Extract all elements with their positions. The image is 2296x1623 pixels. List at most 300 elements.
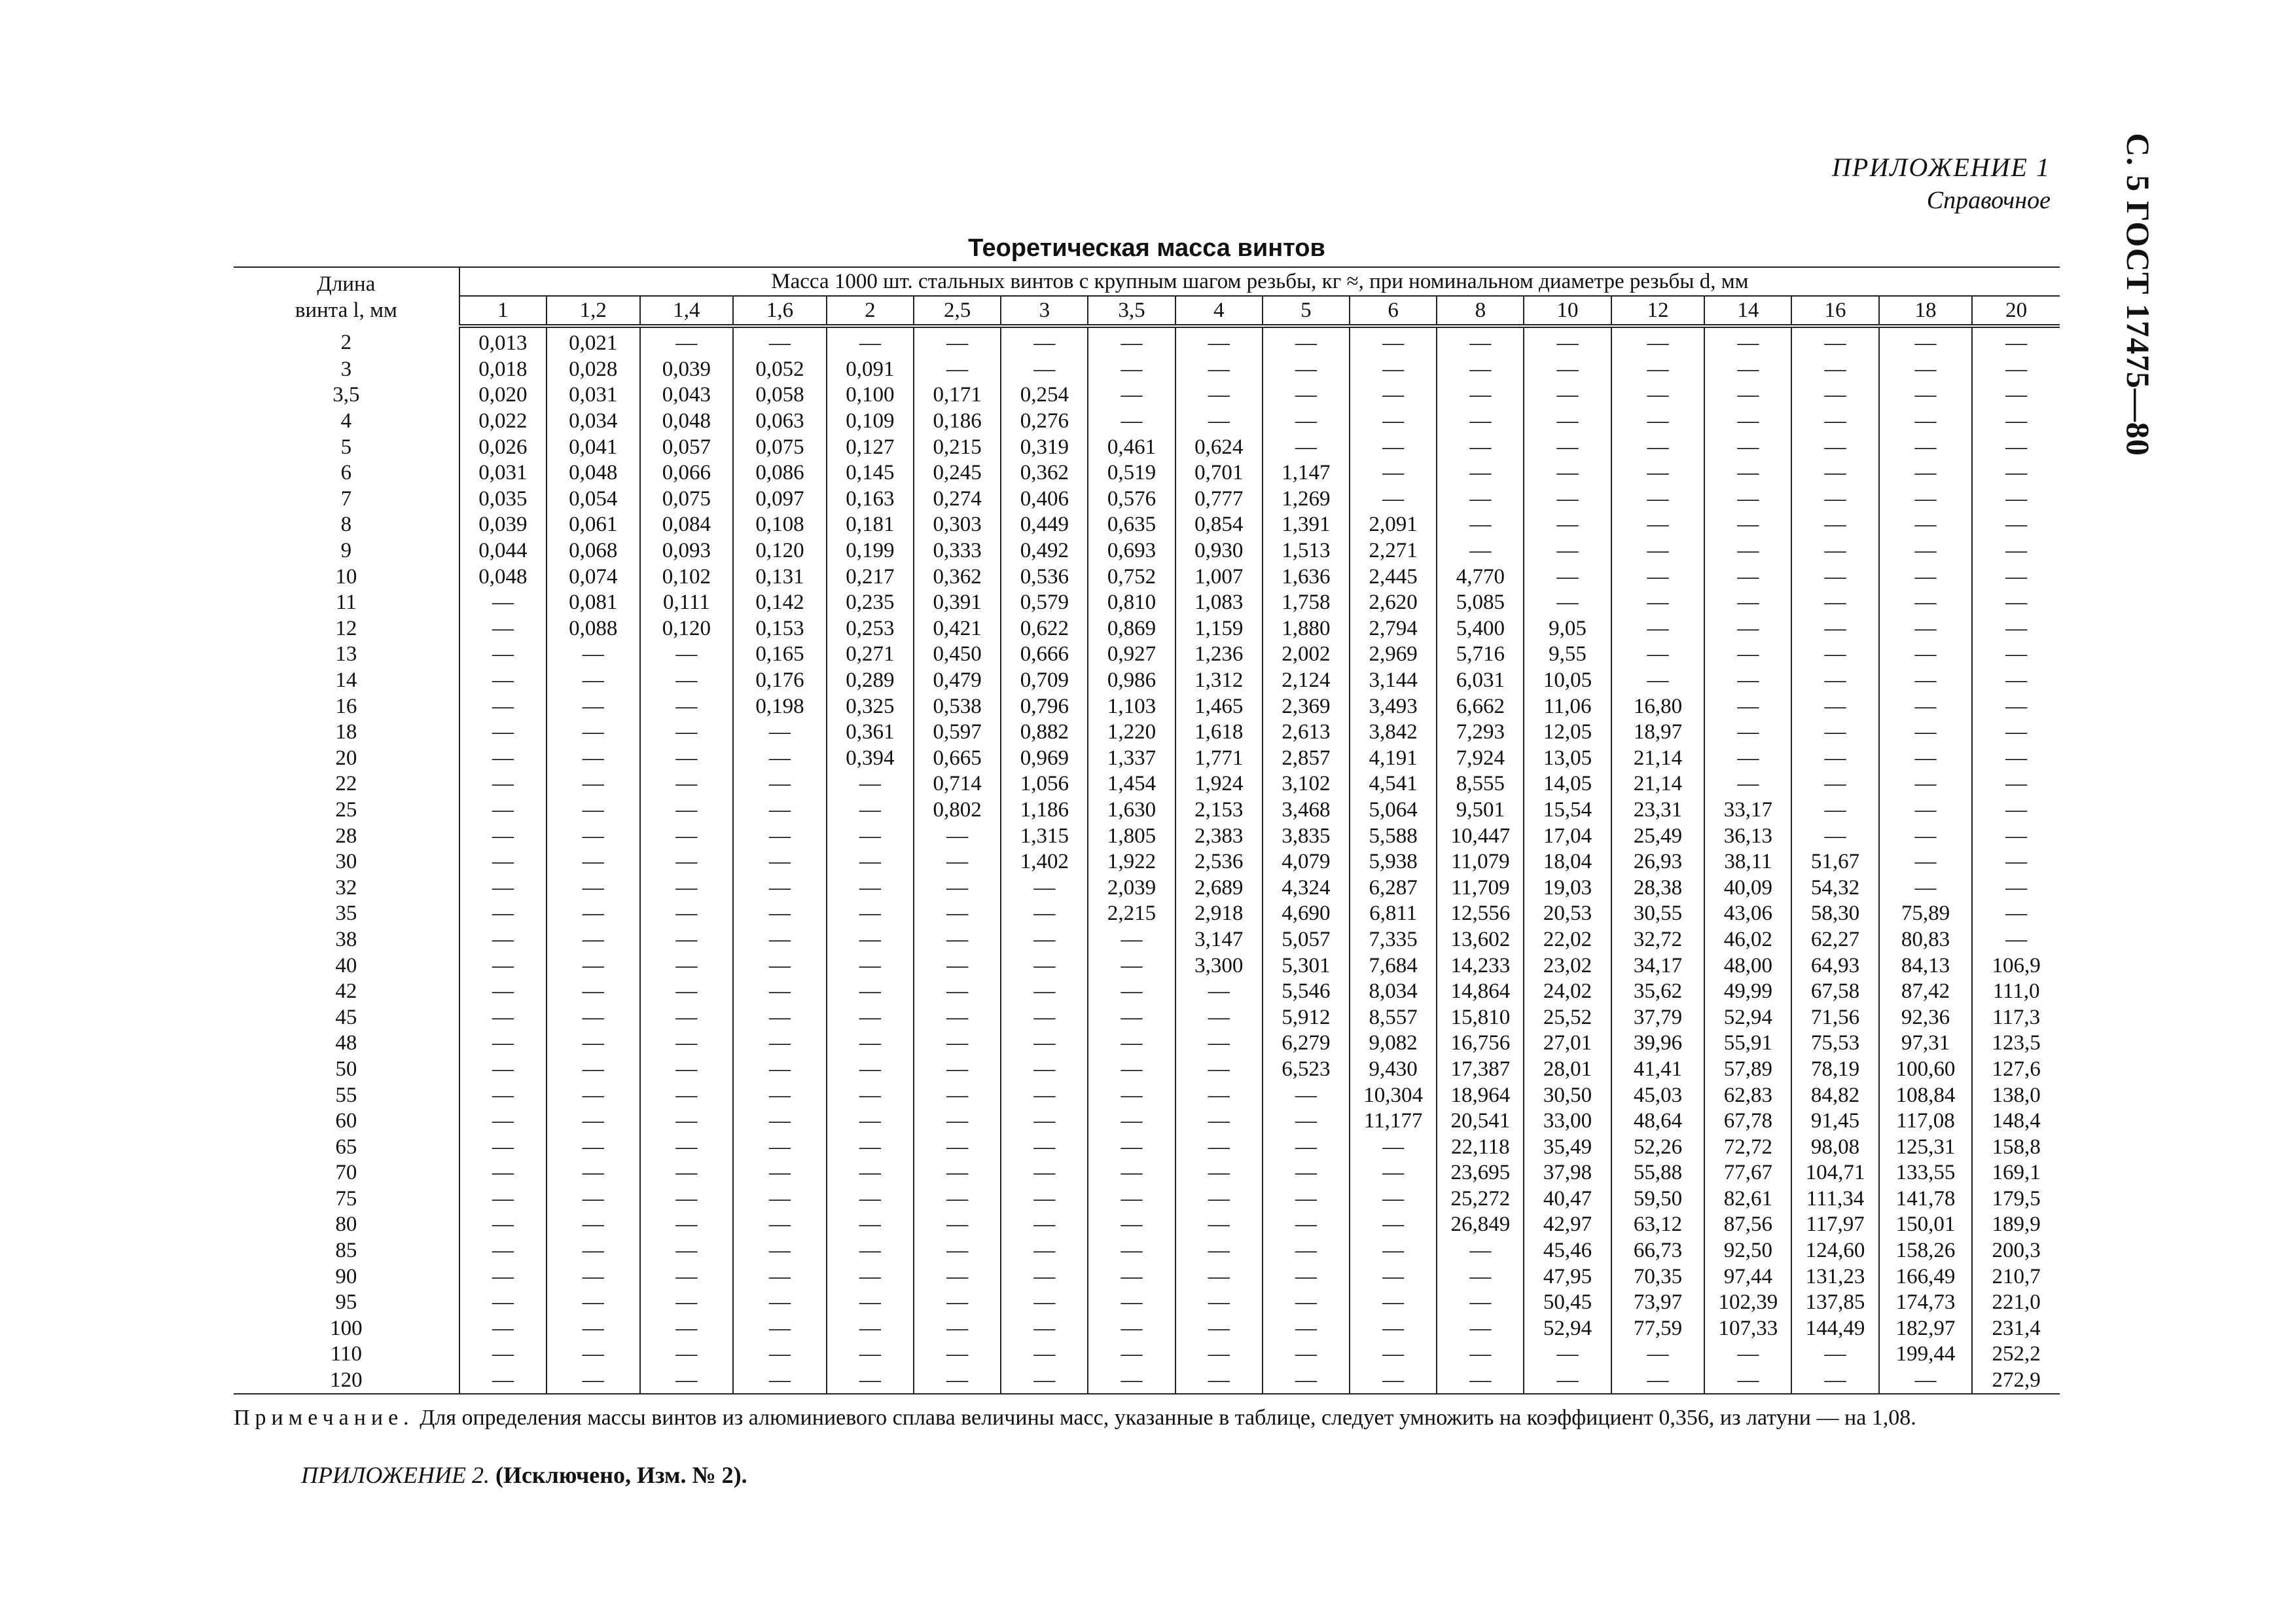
mass-cell: —: [1088, 409, 1175, 435]
mass-cell: 77,67: [1704, 1160, 1791, 1186]
annex-subtitle: Справочное: [1926, 187, 2051, 214]
table-row: [234, 1030, 2060, 1057]
mass-cell: 98,08: [1791, 1134, 1878, 1160]
mass-cell: 150,01: [1879, 1212, 1973, 1238]
mass-cell: —: [1524, 564, 1611, 590]
mass-cell: —: [1001, 1057, 1088, 1083]
mass-cell: —: [1088, 1057, 1175, 1083]
mass-cell: 0,048: [640, 409, 734, 435]
mass-cell: —: [640, 1057, 734, 1083]
mass-cell: —: [1972, 746, 2060, 772]
mass-cell: —: [1524, 434, 1611, 460]
mass-cell: 0,034: [547, 409, 640, 435]
mass-cell: 0,081: [547, 590, 640, 616]
mass-cell: 0,665: [914, 746, 1001, 772]
mass-cell: 18,97: [1611, 720, 1705, 746]
mass-cell: 0,752: [1088, 564, 1175, 590]
mass-cell: 67,58: [1791, 979, 1878, 1005]
mass-cell: 16,80: [1611, 693, 1705, 720]
mass-cell: —: [733, 1108, 827, 1135]
table-row: [234, 979, 2060, 1005]
mass-cell: 3,493: [1350, 693, 1437, 720]
mass-cell: 123,5: [1972, 1030, 2060, 1057]
screw-length-cell: 90: [335, 1264, 357, 1288]
mass-cell: 2,620: [1350, 590, 1437, 616]
mass-cell: —: [827, 1316, 914, 1342]
screw-length-cell: 10: [335, 564, 357, 589]
mass-cell: 77,59: [1611, 1316, 1705, 1342]
mass-cell: 2,124: [1263, 668, 1350, 694]
mass-cell: —: [733, 1341, 827, 1368]
mass-cell: 106,9: [1972, 953, 2060, 979]
mass-cell: 0,576: [1088, 486, 1175, 513]
mass-cell: 9,55: [1524, 642, 1611, 668]
mass-cell: —: [459, 1212, 547, 1238]
mass-cell: 0,536: [1001, 564, 1088, 590]
mass-cell: —: [914, 1004, 1001, 1030]
mass-cell: —: [640, 1030, 734, 1057]
mass-cell: —: [827, 1186, 914, 1213]
mass-cell: 1,636: [1263, 564, 1350, 590]
mass-cell: 0,026: [459, 434, 547, 460]
screw-length-cell: 18: [335, 720, 357, 744]
mass-cell: 0,013: [459, 326, 547, 357]
mass-cell: 0,810: [1088, 590, 1175, 616]
mass-cell: —: [914, 1057, 1001, 1083]
screw-length-cell: 65: [335, 1135, 357, 1159]
mass-cell: —: [1879, 512, 1973, 538]
mass-cell: —: [1088, 1341, 1175, 1368]
mass-cell: —: [1263, 1108, 1350, 1135]
mass-cell: 137,85: [1791, 1290, 1878, 1316]
mass-cell: —: [827, 979, 914, 1005]
mass-cell: —: [547, 720, 640, 746]
mass-cell: —: [1791, 357, 1878, 383]
mass-cell: —: [459, 1341, 547, 1368]
table-note: [234, 1404, 2053, 1432]
screw-length-cell: 25: [335, 797, 357, 822]
mass-cell: —: [459, 1030, 547, 1057]
mass-cell: —: [1704, 538, 1791, 564]
mass-cell: 0,021: [547, 326, 640, 357]
mass-cell: 62,27: [1791, 927, 1878, 953]
mass-cell: —: [1791, 797, 1878, 824]
mass-cell: 32,72: [1611, 927, 1705, 953]
mass-cell: 0,709: [1001, 668, 1088, 694]
mass-cell: —: [1972, 409, 2060, 435]
mass-cell: —: [733, 901, 827, 927]
mass-cell: —: [1611, 434, 1705, 460]
diameter-header: 5: [1263, 296, 1350, 326]
mass-cell: 131,23: [1791, 1264, 1878, 1290]
mass-cell: —: [547, 1134, 640, 1160]
mass-cell: —: [1437, 409, 1524, 435]
screw-length-cell: 35: [335, 902, 357, 926]
mass-cell: 92,50: [1704, 1238, 1791, 1264]
mass-cell: —: [1350, 1160, 1437, 1186]
mass-cell: 1,454: [1088, 771, 1175, 797]
mass-cell: 182,97: [1879, 1316, 1973, 1342]
mass-cell: —: [547, 746, 640, 772]
mass-cell: —: [1791, 668, 1878, 694]
mass-cell: —: [733, 1316, 827, 1342]
mass-cell: —: [547, 1030, 640, 1057]
mass-cell: 7,335: [1350, 927, 1437, 953]
mass-cell: —: [1524, 326, 1611, 357]
mass-cell: —: [1350, 1341, 1437, 1368]
mass-cell: —: [827, 1057, 914, 1083]
mass-cell: —: [1437, 1290, 1524, 1316]
mass-cell: 75,53: [1791, 1030, 1878, 1057]
screw-length-cell: 120: [234, 1368, 459, 1395]
mass-cell: —: [914, 1368, 1001, 1395]
mass-cell: —: [1088, 1316, 1175, 1342]
mass-cell: 0,969: [1001, 746, 1088, 772]
mass-cell: —: [1350, 357, 1437, 383]
mass-cell: 5,716: [1437, 642, 1524, 668]
mass-cell: 111,34: [1791, 1186, 1878, 1213]
mass-cell: —: [1791, 460, 1878, 486]
mass-cell: 127,6: [1972, 1057, 2060, 1083]
mass-cell: —: [1791, 616, 1878, 642]
mass-cell: 3,300: [1175, 953, 1263, 979]
mass-cell: —: [1263, 1341, 1350, 1368]
mass-cell: 21,14: [1611, 771, 1705, 797]
table-row: [234, 1108, 2060, 1135]
table-row: [234, 1212, 2060, 1238]
mass-cell: —: [1001, 357, 1088, 383]
mass-cell: 2,002: [1263, 642, 1350, 668]
mass-cell: —: [1611, 512, 1705, 538]
mass-cell: —: [733, 1082, 827, 1108]
mass-cell: —: [1972, 326, 2060, 357]
mass-cell: 0,449: [1001, 512, 1088, 538]
mass-cell: —: [459, 953, 547, 979]
mass-cell: 0,882: [1001, 720, 1088, 746]
mass-cell: —: [547, 668, 640, 694]
mass-cell: —: [1879, 382, 1973, 409]
mass-cell: —: [1524, 486, 1611, 513]
mass-cell: 71,56: [1791, 1004, 1878, 1030]
mass-cell: —: [1879, 538, 1973, 564]
mass-cell: 0,245: [914, 460, 1001, 486]
mass-cell: 84,13: [1879, 953, 1973, 979]
mass-cell: 0,271: [827, 642, 914, 668]
table-row: [234, 1341, 2060, 1368]
mass-cell: —: [1175, 1264, 1263, 1290]
mass-cell: —: [1524, 409, 1611, 435]
mass-cell: 0,039: [640, 357, 734, 383]
mass-cell: 2,445: [1350, 564, 1437, 590]
mass-cell: 0,869: [1088, 616, 1175, 642]
mass-cell: —: [640, 1264, 734, 1290]
table-row: [234, 797, 2060, 824]
table-row: [234, 642, 2060, 668]
note-text: Для определения массы винтов из алюминиевого сплава величины масс, указанные в таблице, следует умножить на коэффициент 0,356, из латуни — на 1,08.: [414, 1406, 1916, 1430]
annex2-label: ПРИЛОЖЕНИЕ 2.: [301, 1462, 490, 1488]
mass-cell: 50,45: [1524, 1290, 1611, 1316]
mass-cell: 158,26: [1879, 1238, 1973, 1264]
mass-cell: 1,236: [1175, 642, 1263, 668]
mass-cell: 0,075: [733, 434, 827, 460]
mass-cell: —: [1791, 564, 1878, 590]
mass-cell: 0,274: [914, 486, 1001, 513]
mass-cell: 0,303: [914, 512, 1001, 538]
mass-cell: 6,287: [1350, 875, 1437, 901]
table-row: [234, 1134, 2060, 1160]
mass-cell: —: [1791, 512, 1878, 538]
mass-cell: 1,083: [1175, 590, 1263, 616]
mass-cell: —: [1972, 642, 2060, 668]
mass-cell: —: [1791, 642, 1878, 668]
mass-cell: —: [1791, 486, 1878, 513]
mass-cell: 133,55: [1879, 1160, 1973, 1186]
mass-cell: —: [1524, 460, 1611, 486]
mass-cell: 12,556: [1437, 901, 1524, 927]
table-row: [234, 616, 2060, 642]
mass-cell: 10,304: [1350, 1082, 1437, 1108]
diameter-header: 6: [1350, 296, 1437, 326]
mass-cell: 6,811: [1350, 901, 1437, 927]
mass-cell: —: [1175, 1368, 1263, 1395]
mass-cell: 2,689: [1175, 875, 1263, 901]
mass-cell: —: [733, 1030, 827, 1057]
mass-cell: —: [640, 746, 734, 772]
mass-cell: 144,49: [1791, 1316, 1878, 1342]
mass-cell: 54,32: [1791, 875, 1878, 901]
mass-cell: 0,597: [914, 720, 1001, 746]
mass-cell: 0,421: [914, 616, 1001, 642]
table-row: [234, 1368, 2060, 1395]
mass-cell: —: [1088, 1004, 1175, 1030]
mass-cell: 0,039: [459, 512, 547, 538]
mass-cell: —: [459, 1082, 547, 1108]
mass-cell: —: [1972, 590, 2060, 616]
mass-cell: 36,13: [1704, 823, 1791, 849]
mass-cell: 0,120: [640, 616, 734, 642]
mass-cell: 0,461: [1088, 434, 1175, 460]
table-row: [234, 512, 2060, 538]
screw-length-cell: 45: [335, 1005, 357, 1029]
mass-cell: 0,084: [640, 512, 734, 538]
mass-cell: —: [1972, 357, 2060, 383]
table-body: [234, 326, 2060, 1394]
mass-cell: 0,622: [1001, 616, 1088, 642]
mass-cell: —: [1088, 1368, 1175, 1395]
mass-cell: —: [914, 927, 1001, 953]
mass-cell: —: [1088, 979, 1175, 1005]
mass-cell: —: [1704, 590, 1791, 616]
mass-cell: —: [1088, 1108, 1175, 1135]
mass-cell: 0,796: [1001, 693, 1088, 720]
mass-table: [234, 266, 2060, 1395]
screw-length-cell: 4: [340, 409, 352, 433]
mass-cell: 158,8: [1972, 1134, 2060, 1160]
mass-cell: —: [1879, 460, 1973, 486]
mass-cell: 43,06: [1704, 901, 1791, 927]
screw-length-cell: 110: [330, 1342, 363, 1366]
mass-cell: —: [1175, 409, 1263, 435]
mass-cell: —: [1001, 1316, 1088, 1342]
mass-cell: —: [459, 1134, 547, 1160]
mass-cell: —: [459, 1316, 547, 1342]
mass-cell: —: [640, 326, 734, 357]
mass-cell: —: [459, 979, 547, 1005]
mass-cell: —: [1704, 693, 1791, 720]
mass-cell: —: [827, 1160, 914, 1186]
mass-cell: 14,864: [1437, 979, 1524, 1005]
mass-cell: —: [1879, 590, 1973, 616]
mass-cell: 0,198: [733, 693, 827, 720]
mass-cell: —: [914, 823, 1001, 849]
mass-cell: —: [1350, 1134, 1437, 1160]
mass-cell: —: [1611, 1341, 1705, 1368]
annex-heading: [1832, 151, 2051, 216]
mass-cell: —: [1972, 668, 2060, 694]
mass-cell: 0,048: [547, 460, 640, 486]
table-row: [234, 668, 2060, 694]
screw-length-cell: 2: [340, 330, 352, 354]
screw-length-cell: 13: [335, 642, 357, 666]
screw-length-cell: 95: [335, 1290, 357, 1315]
mass-cell: 25,49: [1611, 823, 1705, 849]
screw-length-cell: 11: [336, 591, 357, 615]
mass-cell: —: [1263, 357, 1350, 383]
mass-cell: —: [1175, 326, 1263, 357]
mass-cell: —: [1704, 382, 1791, 409]
mass-cell: 1,186: [1001, 797, 1088, 824]
mass-cell: —: [1001, 1212, 1088, 1238]
mass-cell: 66,73: [1611, 1238, 1705, 1264]
mass-cell: 1,315: [1001, 823, 1088, 849]
mass-cell: 0,100: [827, 382, 914, 409]
mass-cell: —: [914, 1238, 1001, 1264]
mass-cell: —: [640, 901, 734, 927]
mass-cell: —: [1088, 1238, 1175, 1264]
mass-cell: —: [1088, 953, 1175, 979]
mass-cell: —: [1001, 1290, 1088, 1316]
mass-cell: 0,097: [733, 486, 827, 513]
table-row: [234, 486, 2060, 513]
table-row: [234, 590, 2060, 616]
screw-length-cell: 60: [335, 1109, 357, 1133]
mass-cell: 18,964: [1437, 1082, 1524, 1108]
mass-cell: 1,924: [1175, 771, 1263, 797]
mass-cell: 46,02: [1704, 927, 1791, 953]
mass-cell: 0,186: [914, 409, 1001, 435]
mass-cell: —: [1611, 1368, 1705, 1395]
screw-length-cell: 30: [335, 850, 357, 874]
table-row: [234, 927, 2060, 953]
mass-cell: —: [914, 1134, 1001, 1160]
screw-length-cell: 85: [335, 1239, 357, 1263]
mass-cell: —: [1437, 434, 1524, 460]
mass-cell: —: [1263, 1212, 1350, 1238]
table-row: [234, 564, 2060, 590]
mass-cell: —: [1175, 979, 1263, 1005]
mass-cell: 0,054: [547, 486, 640, 513]
mass-cell: 0,362: [1001, 460, 1088, 486]
mass-cell: 1,159: [1175, 616, 1263, 642]
table-row: [234, 1004, 2060, 1030]
mass-cell: —: [1704, 668, 1791, 694]
mass-cell: 1,147: [1263, 460, 1350, 486]
mass-cell: —: [1350, 434, 1437, 460]
mass-cell: 22,118: [1437, 1134, 1524, 1160]
mass-cell: —: [1972, 512, 2060, 538]
mass-cell: —: [827, 797, 914, 824]
mass-cell: 138,0: [1972, 1082, 2060, 1108]
screw-length-cell: 55: [335, 1083, 357, 1107]
mass-cell: —: [640, 642, 734, 668]
mass-cell: —: [1088, 1290, 1175, 1316]
mass-cell: —: [459, 1264, 547, 1290]
mass-cell: —: [1879, 1368, 1973, 1395]
mass-cell: —: [914, 357, 1001, 383]
length-header: [234, 267, 459, 326]
mass-cell: 1,513: [1263, 538, 1350, 564]
mass-cell: 1,056: [1001, 771, 1088, 797]
mass-cell: —: [1437, 512, 1524, 538]
mass-cell: —: [640, 927, 734, 953]
mass-cell: —: [733, 1238, 827, 1264]
mass-cell: —: [1791, 590, 1878, 616]
mass-cell: 9,501: [1437, 797, 1524, 824]
mass-cell: 16,756: [1437, 1030, 1524, 1057]
mass-cell: —: [1611, 486, 1705, 513]
mass-cell: —: [1524, 1341, 1611, 1368]
mass-cell: —: [547, 953, 640, 979]
mass-cell: 28,01: [1524, 1057, 1611, 1083]
mass-cell: —: [1791, 434, 1878, 460]
mass-cell: 0,048: [459, 564, 547, 590]
mass-cell: 2,383: [1175, 823, 1263, 849]
screw-length-cell: 42: [335, 979, 357, 1004]
mass-cell: 0,109: [827, 409, 914, 435]
table-row: [234, 409, 2060, 435]
mass-cell: —: [733, 797, 827, 824]
mass-cell: 0,693: [1088, 538, 1175, 564]
mass-cell: —: [827, 1290, 914, 1316]
mass-cell: —: [733, 823, 827, 849]
mass-cell: —: [1437, 460, 1524, 486]
mass-cell: —: [640, 979, 734, 1005]
mass-cell: —: [1001, 875, 1088, 901]
diameter-header: 1,2: [547, 296, 640, 326]
mass-cell: —: [827, 1030, 914, 1057]
mass-cell: 0,325: [827, 693, 914, 720]
mass-cell: —: [1791, 1341, 1878, 1368]
mass-cell: 1,269: [1263, 486, 1350, 513]
mass-cell: 199,44: [1879, 1341, 1973, 1368]
mass-cell: —: [1704, 720, 1791, 746]
diameter-header: 2: [827, 296, 914, 326]
mass-cell: 87,42: [1879, 979, 1973, 1005]
mass-cell: 117,3: [1972, 1004, 2060, 1030]
mass-cell: —: [1175, 1212, 1263, 1238]
mass-cell: 0,022: [459, 409, 547, 435]
mass-cell: —: [1611, 642, 1705, 668]
mass-cell: 125,31: [1879, 1134, 1973, 1160]
mass-cell: 35,62: [1611, 979, 1705, 1005]
mass-cell: —: [1879, 616, 1973, 642]
mass-cell: 5,400: [1437, 616, 1524, 642]
mass-cell: —: [459, 1108, 547, 1135]
mass-cell: —: [640, 1290, 734, 1316]
mass-cell: 11,709: [1437, 875, 1524, 901]
note-label: Примечание.: [234, 1406, 414, 1430]
table-row: [234, 326, 2060, 357]
